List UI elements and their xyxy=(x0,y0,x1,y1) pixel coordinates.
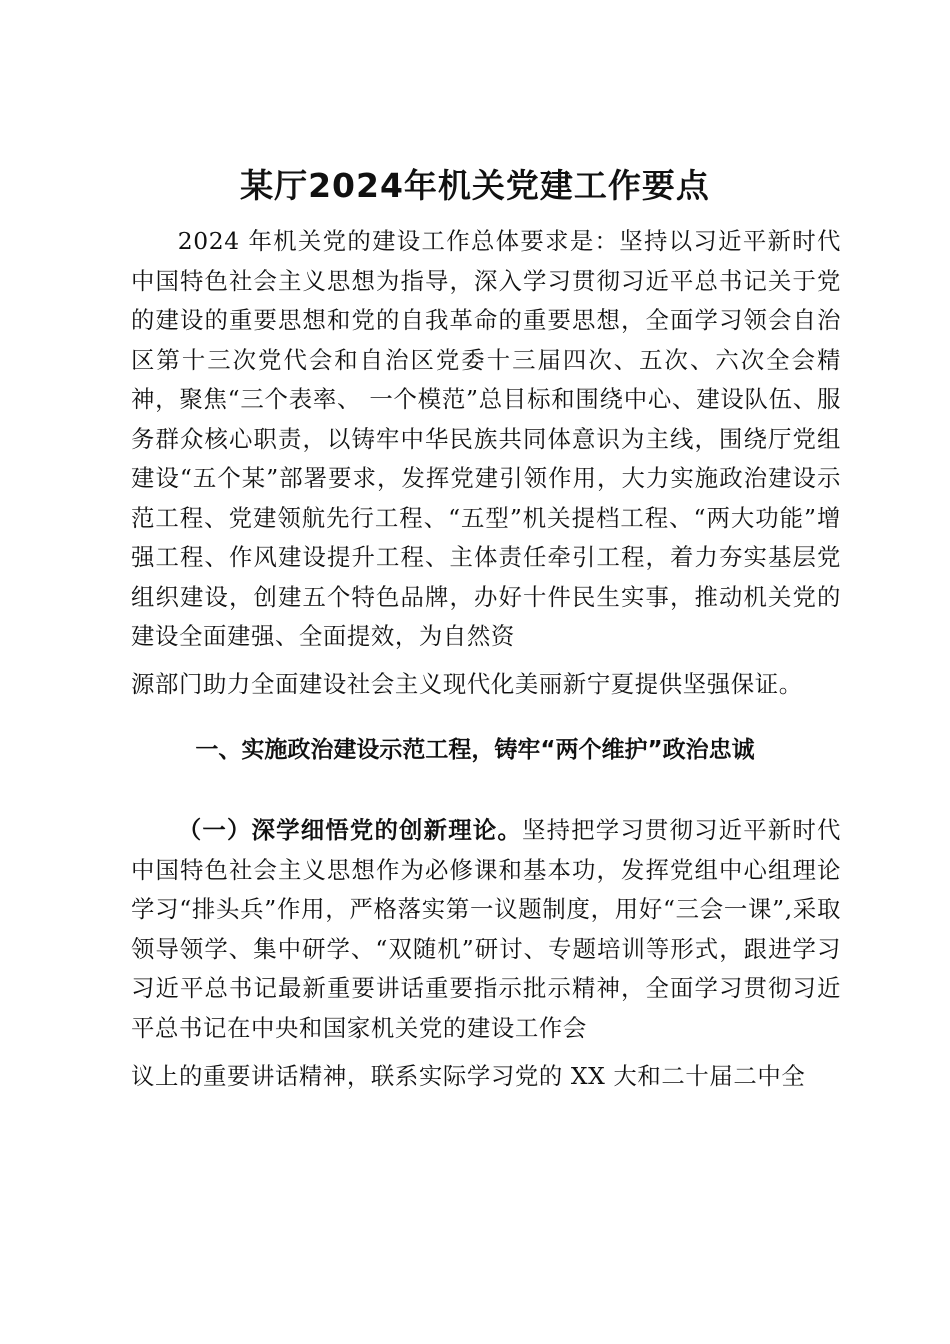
intro-paragraph-text: 2024 年机关党的建设工作总体要求是：坚持以习近平新时代中国特色社会主义思想为指导，深入学习贯彻习近平总书记关于党的建设的重要思想和党的自我革命的重要思想，全面学习领会自治区第十三次党代会和自治区党委十三届四次、五次、六次全会精神，聚焦“三个表率、 一个模范”总目标和围绕中心、建设队伍、服务群众核心职责，以铸牢中华民族共同体意识为主线，围绕厅党组建设“五个某”部署要求，发挥党建引领作用，大力实施政治建设示范工程、党建领航先行工程、“五型”机关提档工程、“两大功能”增强工程、作风建设提升工程、主体责任牵引工程，着力夯实基层党组织建设，创建五个特色品牌，办好十件民生实事，推动机关党的建设全面建强、全面提效，为自然资 xyxy=(131,227,841,650)
document-title: 某厅2024年机关党建工作要点 xyxy=(240,166,710,205)
section-heading: 一、实施政治建设示范工程，铸牢“两个维护”政治忠诚 xyxy=(195,737,755,763)
intro-paragraph xyxy=(131,222,841,704)
section-item-lead: （一）深学细悟党的创新理论。 xyxy=(177,816,522,844)
section-item-last-line: 议上的重要讲话精神，联系实际学习党的 XX 大和二十届二中全 xyxy=(131,1062,806,1090)
intro-paragraph-last-line: 源部门助力全面建设社会主义现代化美丽新宁夏提供坚强保证。 xyxy=(131,669,803,698)
section-item-body: 坚持把学习贯彻习近平新时代中国特色社会主义思想作为必修课和基本功，发挥党组中心组理论学习“排头兵”作用，严格落实第一议题制度，用好“三会一课”,采取领导领学、集中研学、“双随机”研讨、专题培训等形式，跟进学习习近平总书记最新重要讲话重要指示批示精神，全面学习贯彻习近平总书记在中央和国家机关党的建设工作会 xyxy=(131,816,841,1042)
section-item-paragraph xyxy=(131,811,841,1097)
